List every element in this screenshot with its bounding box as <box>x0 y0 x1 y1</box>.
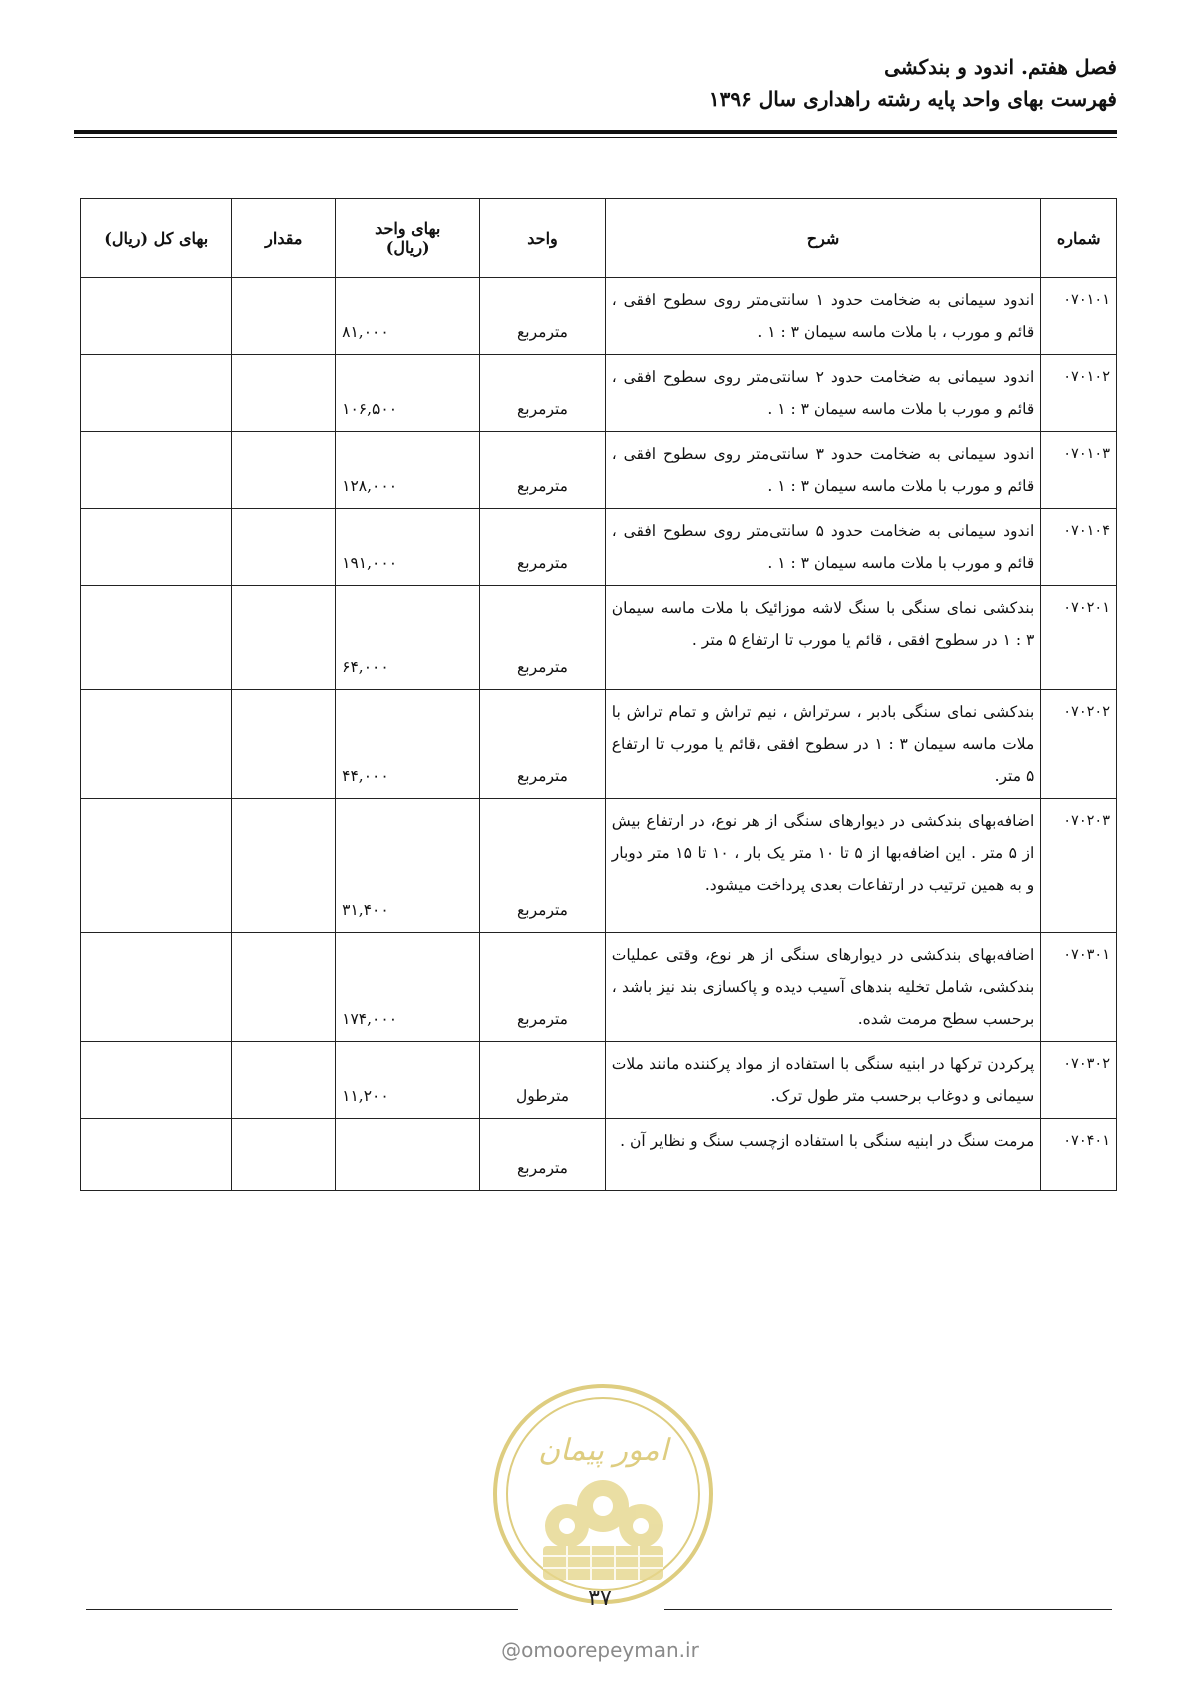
item-number-cell: ۰۷۰۲۰۱ <box>1041 586 1117 690</box>
item-description-cell: اضافه‌بهای بندکشی در دیوارهای سنگی از هر نوع، در ارتفاع بیش از ۵ متر . این اضافه‌بها از ۵ تا ۱۰ متر یک بار ، ۱۰ تا ۱۵ متر دوبار و به همین ترتیب در ارتفاعات بعدی پرداخت میشود. <box>605 799 1041 933</box>
item-quantity-cell <box>232 432 336 509</box>
item-number-cell: ۰۷۰۲۰۲ <box>1041 690 1117 799</box>
item-number-cell: ۰۷۰۴۰۱ <box>1041 1119 1117 1191</box>
item-unit-price-cell: ۳۱,۴۰۰ <box>336 799 480 933</box>
table-row <box>81 1042 1117 1119</box>
table-row <box>81 355 1117 432</box>
item-unit-cell: مترمربع <box>480 799 605 933</box>
column-header-quantity: مقدار <box>232 199 336 278</box>
item-unit-cell: مترمربع <box>480 355 605 432</box>
page-header <box>74 52 1117 114</box>
item-total-price-cell <box>81 690 232 799</box>
item-description-cell: اندود سیمانی به ضخامت حدود ۱ سانتی‌متر روی سطوح افقی ، قائم و مورب ، با ملات ماسه سیمان ۳ : ۱ . <box>605 278 1041 355</box>
item-total-price-cell <box>81 799 232 933</box>
item-number-cell: ۰۷۰۳۰۱ <box>1041 933 1117 1042</box>
item-quantity-cell <box>232 355 336 432</box>
page-number: ۳۷ <box>588 1586 612 1611</box>
item-unit-cell: مترمربع <box>480 432 605 509</box>
item-unit-cell: مترطول <box>480 1042 605 1119</box>
item-quantity-cell <box>232 278 336 355</box>
item-unit-price-cell: ۱۷۴,۰۰۰ <box>336 933 480 1042</box>
table-row <box>81 432 1117 509</box>
item-total-price-cell <box>81 509 232 586</box>
table-row <box>81 586 1117 690</box>
item-unit-price-cell: ۱۹۱,۰۰۰ <box>336 509 480 586</box>
item-total-price-cell <box>81 355 232 432</box>
item-total-price-cell <box>81 586 232 690</box>
item-number-cell: ۰۷۰۲۰۳ <box>1041 799 1117 933</box>
item-total-price-cell <box>81 432 232 509</box>
header-rule-thick <box>74 130 1117 134</box>
item-quantity-cell <box>232 1119 336 1191</box>
unit-price-header-line2: (ریال) <box>385 238 430 257</box>
item-description-cell: پرکردن ترکها در ابنیه سنگی با استفاده از مواد پرکننده مانند ملات سیمانی و دوغاب برحسب متر طول ترک. <box>605 1042 1041 1119</box>
footer-rule-right <box>664 1609 1112 1610</box>
item-quantity-cell <box>232 509 336 586</box>
table-header-row <box>81 199 1117 278</box>
item-quantity-cell <box>232 933 336 1042</box>
column-header-unit: واحد <box>480 199 605 278</box>
column-header-number: شماره <box>1041 199 1117 278</box>
table-row <box>81 509 1117 586</box>
item-description-cell: بندکشی نمای سنگی با سنگ لاشه موزائیک با ملات ماسه سیمان ۳ : ۱ در سطوح افقی ، قائم یا مورب تا ارتفاع ۵ متر . <box>605 586 1041 690</box>
item-total-price-cell <box>81 933 232 1042</box>
table-row <box>81 933 1117 1042</box>
item-unit-price-cell <box>336 1119 480 1191</box>
column-header-total-price: بهای کل (ریال) <box>81 199 232 278</box>
item-unit-cell: مترمربع <box>480 933 605 1042</box>
item-unit-price-cell: ۴۴,۰۰۰ <box>336 690 480 799</box>
item-number-cell: ۰۷۰۱۰۳ <box>1041 432 1117 509</box>
item-total-price-cell <box>81 1042 232 1119</box>
item-number-cell: ۰۷۰۱۰۱ <box>1041 278 1117 355</box>
item-unit-price-cell: ۱۱,۲۰۰ <box>336 1042 480 1119</box>
item-unit-price-cell: ۱۰۶,۵۰۰ <box>336 355 480 432</box>
item-unit-price-cell: ۸۱,۰۰۰ <box>336 278 480 355</box>
item-unit-cell: مترمربع <box>480 1119 605 1191</box>
table-row <box>81 690 1117 799</box>
item-total-price-cell <box>81 278 232 355</box>
item-description-cell: مرمت سنگ در ابنیه سنگی با استفاده ازچسب سنگ و نظایر آن . <box>605 1119 1041 1191</box>
item-description-cell: اندود سیمانی به ضخامت حدود ۵ سانتی‌متر روی سطوح افقی ، قائم و مورب با ملات ماسه سیمان ۳ : ۱ . <box>605 509 1041 586</box>
unit-price-header-line1: بهای واحد <box>375 219 441 238</box>
website-watermark: @omoorepeyman.ir <box>501 1638 699 1662</box>
item-number-cell: ۰۷۰۱۰۴ <box>1041 509 1117 586</box>
table-row <box>81 799 1117 933</box>
item-unit-cell: مترمربع <box>480 509 605 586</box>
header-rule-thin <box>74 137 1117 138</box>
item-number-cell: ۰۷۰۱۰۲ <box>1041 355 1117 432</box>
item-unit-cell: مترمربع <box>480 278 605 355</box>
item-unit-cell: مترمربع <box>480 690 605 799</box>
item-quantity-cell <box>232 1042 336 1119</box>
item-quantity-cell <box>232 586 336 690</box>
column-header-description: شرح <box>605 199 1041 278</box>
chapter-title: فصل هفتم. اندود و بندکشی <box>884 55 1117 79</box>
footer-rule-left <box>86 1609 518 1610</box>
column-header-unit-price <box>336 199 480 278</box>
table-body <box>81 278 1117 1191</box>
item-total-price-cell <box>81 1119 232 1191</box>
item-number-cell: ۰۷۰۳۰۲ <box>1041 1042 1117 1119</box>
document-subtitle: فهرست بهای واحد پایه رشته راهداری سال ۱۳۹۶ <box>708 87 1117 111</box>
price-list-table <box>80 198 1117 1191</box>
item-description-cell: بندکشی نمای سنگی بادبر ، سرتراش ، نیم تراش و تمام تراش با ملات ماسه سیمان ۳ : ۱ در سطوح افقی ،قائم یا مورب تا ارتفاع ۵ متر. <box>605 690 1041 799</box>
item-quantity-cell <box>232 799 336 933</box>
item-quantity-cell <box>232 690 336 799</box>
table-row <box>81 1119 1117 1191</box>
item-description-cell: اندود سیمانی به ضخامت حدود ۳ سانتی‌متر روی سطوح افقی ، قائم و مورب با ملات ماسه سیمان ۳ : ۱ . <box>605 432 1041 509</box>
watermark-text: امور پیمان <box>538 1433 668 1468</box>
item-unit-cell: مترمربع <box>480 586 605 690</box>
watermark-seal-logo <box>485 1376 721 1612</box>
table-row <box>81 278 1117 355</box>
item-description-cell: اضافه‌بهای بندکشی در دیوارهای سنگی از هر نوع، وقتی عملیات بندکشی، شامل تخلیه بندهای آسیب دیده و پاکسازی بند نیز باشد ، برحسب سطح مرمت شده. <box>605 933 1041 1042</box>
item-unit-price-cell: ۱۲۸,۰۰۰ <box>336 432 480 509</box>
item-unit-price-cell: ۶۴,۰۰۰ <box>336 586 480 690</box>
item-description-cell: اندود سیمانی به ضخامت حدود ۲ سانتی‌متر روی سطوح افقی ، قائم و مورب با ملات ماسه سیمان ۳ : ۱ . <box>605 355 1041 432</box>
